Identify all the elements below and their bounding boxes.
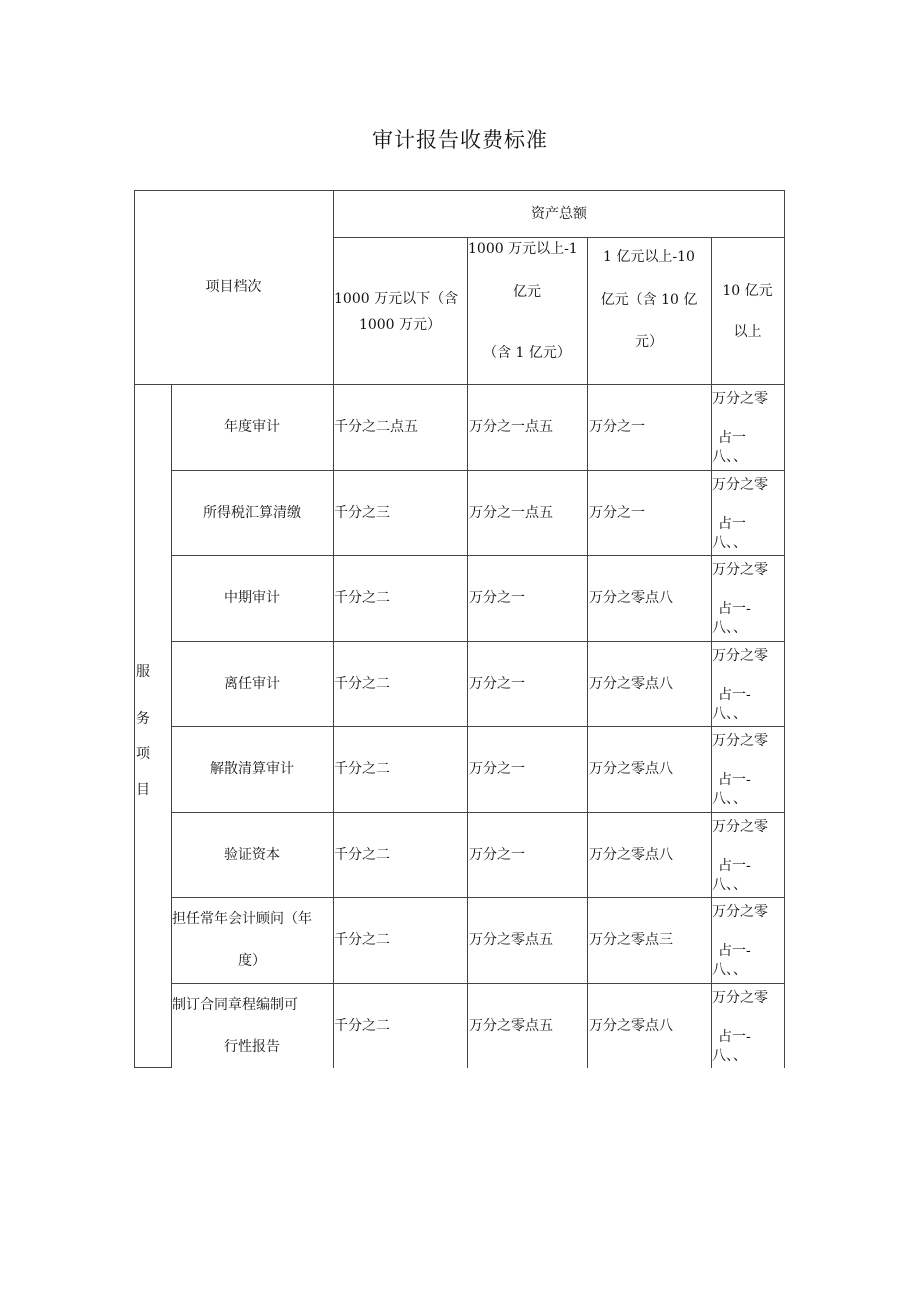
fee-col1: 千分之三 [334, 505, 390, 521]
fee-col4-line1: 万分之零 [712, 819, 768, 835]
row-divider [171, 897, 785, 898]
fee-col2: 万分之一 [469, 676, 525, 692]
row-divider [171, 555, 785, 556]
fee-col1: 千分之二 [334, 847, 390, 863]
item-level-header: 项目档次 [205, 279, 262, 295]
fee-col2: 万分之一 [469, 847, 525, 863]
service-name-cont: 行性报告 [224, 1039, 280, 1055]
row-divider [171, 812, 785, 813]
service-name: 中期审计 [224, 590, 280, 606]
fee-col3: 万分之零点八 [589, 847, 673, 863]
fee-col1: 千分之二点五 [334, 419, 418, 435]
asset-total-header: 资产总额 [531, 206, 587, 222]
fee-col4-line3: 八、、 [712, 791, 747, 807]
page-title: 审计报告收费标准 [372, 128, 548, 152]
fee-col4-line2: 占一- [718, 601, 751, 617]
fee-col4-line3: 八、、 [712, 620, 747, 636]
fee-col4-line3: 八、、 [712, 706, 747, 722]
service-name: 担任常年会计顾问（年 [172, 911, 312, 927]
fee-col4-line2: 占一 [718, 430, 746, 446]
row-divider [171, 983, 785, 984]
fee-col4-line3: 八、、 [712, 877, 747, 893]
fee-col4-line3: 八、、 [712, 449, 747, 465]
fee-col4-line2: 占一- [718, 772, 751, 788]
header-divider [333, 237, 785, 238]
fee-col2: 万分之一点五 [469, 419, 553, 435]
row-divider [171, 641, 785, 642]
header-bottom-border [134, 384, 785, 385]
col-divider [587, 237, 588, 1068]
fee-col2: 万分之一 [469, 590, 525, 606]
fee-col4-line1: 万分之零 [712, 477, 768, 493]
fee-col4-line2: 占一 [718, 516, 746, 532]
fee-col1: 千分之二 [334, 1018, 390, 1034]
service-name: 解散清算审计 [210, 761, 294, 777]
table-border-left [134, 190, 135, 1068]
fee-col4-line2: 占一- [718, 687, 751, 703]
service-cell-bottom [134, 1067, 172, 1068]
fee-col3: 万分之一 [589, 419, 645, 435]
fee-col2: 万分之一 [469, 761, 525, 777]
fee-col3: 万分之零点八 [589, 761, 673, 777]
fee-col4-line2: 占一- [718, 943, 751, 959]
fee-col3: 万分之零点八 [589, 676, 673, 692]
fee-col4-line1: 万分之零 [712, 391, 768, 407]
service-name: 制订合同章程编制可 [172, 997, 298, 1013]
fee-col4-line1: 万分之零 [712, 990, 768, 1006]
fee-col3: 万分之零点八 [589, 1018, 673, 1034]
fee-col4-line1: 万分之零 [712, 648, 768, 664]
service-name: 验证资本 [224, 847, 280, 863]
fee-col4-line2: 占一- [718, 858, 751, 874]
fee-col4-line2: 占一- [718, 1029, 751, 1045]
fee-col1: 千分之二 [334, 932, 390, 948]
service-name: 所得税汇算清缴 [203, 505, 301, 521]
fee-col2: 万分之零点五 [469, 1018, 553, 1034]
service-name-cont: 度） [238, 953, 266, 969]
fee-col4-line1: 万分之零 [712, 904, 768, 920]
fee-col1: 千分之二 [334, 761, 390, 777]
fee-col1: 千分之二 [334, 676, 390, 692]
fee-col4-line1: 万分之零 [712, 562, 768, 578]
fee-col4-line3: 八、、 [712, 1048, 747, 1064]
fee-col1: 千分之二 [334, 590, 390, 606]
fee-col3: 万分之零点八 [589, 590, 673, 606]
table-border-right [784, 190, 785, 1068]
fee-col4-line1: 万分之零 [712, 733, 768, 749]
table-border-top [134, 190, 785, 191]
fee-col4-line3: 八、、 [712, 962, 747, 978]
fee-col2: 万分之一点五 [469, 505, 553, 521]
row-divider [171, 726, 785, 727]
service-name: 年度审计 [224, 419, 280, 435]
fee-col3: 万分之零点三 [589, 932, 673, 948]
row-divider [171, 470, 785, 471]
fee-col4-line3: 八、、 [712, 535, 747, 551]
fee-col3: 万分之一 [589, 505, 645, 521]
service-name: 离任审计 [224, 676, 280, 692]
fee-col2: 万分之零点五 [469, 932, 553, 948]
